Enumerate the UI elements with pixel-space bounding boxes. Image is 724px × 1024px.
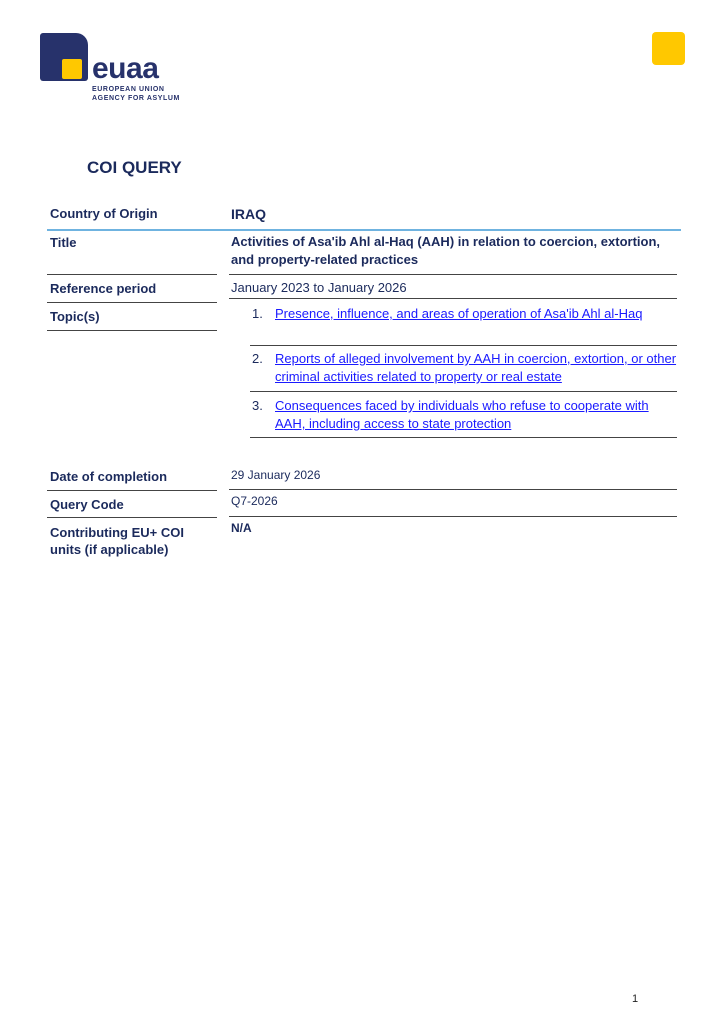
- period-label: Reference period: [50, 281, 157, 296]
- topic-item-1: [252, 305, 677, 323]
- topic-item-2: [252, 350, 677, 386]
- country-value: IRAQ: [231, 206, 266, 222]
- topics-label: Topic(s): [50, 309, 100, 324]
- logo-wordmark: euaa: [92, 52, 159, 85]
- divider-topic-3: [250, 437, 677, 438]
- divider-period-left: [47, 302, 217, 303]
- divider-topic-2: [250, 391, 677, 392]
- date-value: 29 January 2026: [231, 468, 321, 482]
- topic-item-3: [252, 397, 677, 433]
- divider-country: [47, 229, 681, 231]
- divider-date-right: [229, 489, 677, 490]
- corner-yellow-square: [652, 32, 685, 65]
- date-label: Date of completion: [50, 469, 168, 484]
- divider-code-left: [47, 517, 217, 518]
- divider-topics-left: [47, 330, 217, 331]
- title-label: Title: [50, 235, 77, 250]
- topic-link-1[interactable]: Presence, influence, and areas of operation of Asa'ib Ahl al-Haq: [275, 306, 643, 321]
- period-value: January 2023 to January 2026: [231, 280, 407, 295]
- euaa-logo: [40, 33, 190, 108]
- divider-date-left: [47, 490, 217, 491]
- divider-code-right: [229, 516, 677, 517]
- country-label: Country of Origin: [50, 206, 158, 221]
- divider-title-left: [47, 274, 217, 275]
- logo-subtitle-line2: AGENCY FOR ASYLUM: [92, 95, 180, 102]
- title-value: Activities of Asa'ib Ahl al-Haq (AAH) in relation to coercion, extortion, and property-related practices: [231, 234, 661, 267]
- topic-link-2[interactable]: Reports of alleged involvement by AAH in coercion, extortion, or other criminal activities related to property or real estate: [275, 351, 677, 384]
- divider-title-right: [229, 274, 677, 275]
- units-label: Contributing EU+ COI units (if applicable): [50, 525, 184, 557]
- units-value: N/A: [231, 521, 252, 535]
- logo-mark: [40, 33, 88, 81]
- topic-number: 1.: [252, 306, 263, 321]
- topic-number: 3.: [252, 398, 263, 413]
- logo-subtitle-line1: EUROPEAN UNION: [92, 86, 165, 93]
- divider-topic-1: [250, 345, 677, 346]
- topic-link-3[interactable]: Consequences faced by individuals who refuse to cooperate with AAH, including access to state protection: [275, 398, 649, 431]
- code-value: Q7-2026: [231, 494, 278, 508]
- code-label: Query Code: [50, 497, 124, 512]
- topic-number: 2.: [252, 351, 263, 366]
- page-number: 1: [632, 993, 639, 1005]
- logo-mark-yellow: [62, 59, 82, 79]
- divider-period-right: [229, 298, 677, 299]
- page-title: COI QUERY: [87, 158, 182, 177]
